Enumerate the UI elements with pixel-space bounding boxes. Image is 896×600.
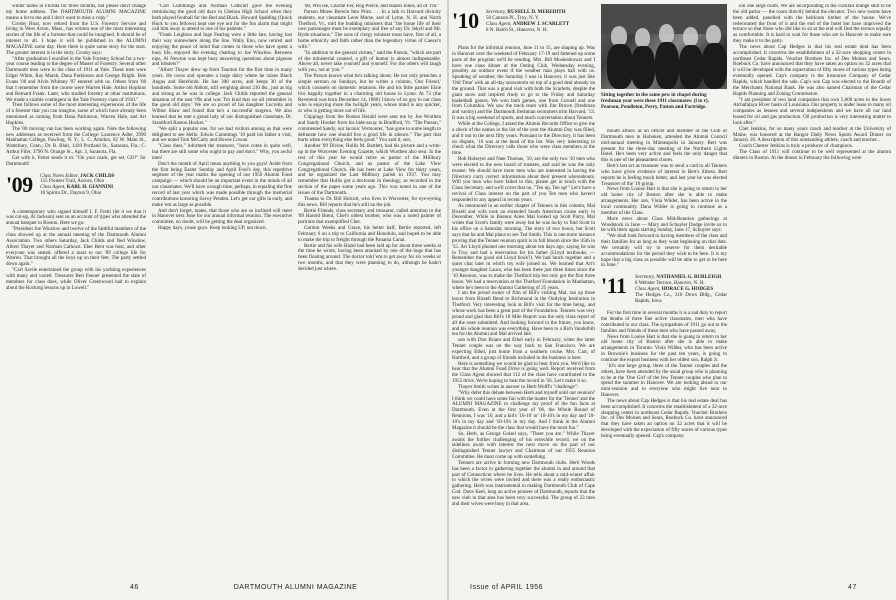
paragraph: Thayer Smith writes in answer to Herb Wolff's "challenge": [458,383,579,390]
paragraph: "I am president of two land companies that own 5,000 acres in the lower Atchafalaya River basin of Louisiana. Our property is under lease to many oil companies as lessees and several independents and we have all our land leased for oil and gas production. Oil production is very interesting matter to look after." [733,96,891,126]
class-year: '10 [452,8,479,33]
paragraph: Crosby Hoar, now retired from the U.S. Forestry Service and living in West Acton, Mass., has written one of the most interesting stories of the life of a forester that could be imagined. It should be of interest to all. I hope it will be published in the ALUMNI MAGAZINE some day. Here there is quite some story for the start. The greater interest is in the story. Crosby says: [6,20,146,56]
paragraph: "Carl Savile entertained the group with his yachting experiences with many and varied. Treasurer Bert Fenner presented the slate of members for class dues, while Oliver Greenwood had to explain about the Rocking lessons up in Lowell." [6,267,146,291]
officer-name: JACK CHILDS [80,172,115,179]
paragraph: Thanks to Dr. Bill Holcott, who lives in Worcester, for eye-eyeing this news. Bill reports that he's still on the job. [298,195,441,208]
paragraph: As mentioned in an earlier chapter of Tenners in this column, Mal Bissell and wife took an extended South American cruise early in December. While in Buenos Aires Mal looked up Scott Parry, Mal writes that Scott's family were away but he was lucky to find Scott in his office on a Saturday morning. The story of two hours, but Scott says that he and Mal plans to see Ted Smith. This is one more instance proving that the Tenner reunion spirit is in full bloom since the '45th in '55. Art Lloyd phoned one morning about ten days ago, saying he was in Troy and had a reservation for his father (Lloyd textbooks, — Remember the good old Lloyd book?). We had lunch together and a quiet chat later in which my wife joined us. We learned that Art's younger daughter Laura, who has been there just three times since the '10 Reunion, was to make the Thetford trip but only got the first three hours. We had a reservation at the Thetford Foundation in Manhattan, where he's been to the Alumni Gathering of 25 years. [452,202,595,291]
paragraph: "We split a popular one, for we had visitors among us that were delighted to see Hello. Edwin Cummings '10 paid his father a visit, and we noted Tom McCarty and Howie Cowan [152,125,292,144]
officer-name: 18 Spiritu Dr., Dayton 9, Ohio [40,190,102,197]
paragraph: The '08 moving van has been working again. Note the following new addresses as received from the College: Laurence Adler, 3990 Manhattan College, Pawling, N. Y.; L. C. Amidon, 82 W. Main St., Waterbury, Conn.; Dr. R. Blair, 1430 Portland St., Sarasota, Fla.; C. Arthur Fifer, 3790 N. Orange St., Apt. 3, Sarasota, Fla. [6,125,146,156]
class-header [452,8,595,42]
right-footer [470,584,857,591]
paragraph: "We shall look forward to having members of the class and their families for as long as they want beginning on that date. We certainly will try to reserve for them desirable accommodations for the period they wish to be here. It is my hope that a big class as possible will be able to get to be here in June." [601,233,727,269]
paragraph: Plans for the informal reunion, June 11 to 15, are shaping up. Was in Hanover over the weekend of February 17-19 and fattened up some parts of the program we'll be sending. Mrs. Bill Moskenkowiz and I have one class dinner at the Outing Club, Wednesday evening, possibly an outdoor event if the weather man plays ball with us. Speaking of weather, the Saturday I was in Hanover, it was just like 'Old Time' with an all-day snowstorm on top of a good deal already on the ground. That was a grand visit with both the Scarletts, despite the giant snow and inspired Andy to go to the Friday and Saturday basketball games. We won both games, one from Cornell and one from Columbia. We saw the track team with Jim Brown (freshman and varsity) and the Dartmouth freshman swimmers trim Harvard, '13. It was a big weekend of sports, and much conversation about Tenners. [452,45,595,122]
paragraph: The Parson knows what he's talking about. He not only preaches a simple sermon on Sundays, but he writes a column, 'Our Friend,' which counsels on domestic relations. He and his little partner Elsie live happily together in a charming old house in Lyme. At 73 (the Reverend was born December 14, 1880) I know of no guy in our class who is enjoying more the twilight years, whose mind is any quicker, or who is getting more out of life. [298,73,441,115]
paragraph: Clippings from the Boston Herald were sent me by Joe Worthen and Sandy Hooker from his hide-away in Bradford, Vt. "The Parson," commented Sandy, our laconic Vermonter, "has gone to some length to delineate how one should live a good life in silence." The part that hurts when everything else feels good." You said it, son. [298,114,441,144]
paragraph: Gordon Weeks and Grace, his better half, Bertie reported, left February 6 on a trip to California and Honolulu, and hoped to be able to make the trip to freight through the Panama Canal. [298,225,441,243]
paragraph: The news about Cap Hedges is that his real estate deal has been accomplished. It concerns the establishment of a 32-acre shopping center in northeast Cedar Rapids. Voucher Brothers Inc. of Des Moines and Sears, Roebuck Co. have announced that they have taken an option on 32 acres that it will be developed with the expectation of fifty stores of various types being eventually opened. Cap's company is the Insurance Company of Cedar Rapids, which handled the sale. Cap's son Cap was elected to the Boards of the Merchants National Bank. He was also named Chairman of the Cedar Rapids Planning and Zoning Commission. [733,43,891,97]
page-number-left: 46 [130,584,139,591]
right-page-column-2 [601,129,727,574]
paragraph: Coach Chester Jenkins is truly a producer of champions. [739,143,853,150]
paragraph: "After graduation I enrolled in the Yale Forestry School for a two-year course leading to the degree of Master of Forestry. Several other Dartmouth men were in the class of 1911 at Yale. These men were Edgar White, Ray Marsh, Dana Parkinson and George Bright. Bob Evans '06 and Alvin Whitney '07 entered with us. Others from '08 that I remember from the course were Warren Hale, Arthur Hopkins and Bernard Frank. Later, who studied forestry at other institutions. We made a sizable contingent in the Yale Forestry class of 1910." [6,55,146,103]
paragraph: "Why defer this debate between Herb and myself until our reunion? I think we could have some fun with the matter for the 'Tenner' and the ALUMNI MAGAZINE to challenge my proof of the fun facts at Dartmouth. Even at the first year of '06, the Whole Round of Reunions, I was '10, and a kid's '10-10' or '10-10's in my day and '10-10's in my day and '10-10's in my day. And I think in the Alumni Magazine it should be the class that would have the most fun." [452,389,595,431]
class-officers [635,275,727,304]
officer-name: ANDREW J. SCARLETT [512,20,570,27]
left-page-column-3 [298,4,441,574]
officer-role: Class Agent, [40,184,67,191]
paragraph: More news about Class Mid-Reunion gatherings at Woodstock in June — Mary and Schuyler Dodge invite us to be with them again starting Sunday, June 17, Schuyler says: [601,215,727,234]
officer-line [40,191,146,197]
paragraph: Bert's last act as treasurer was to send a card to all Tenners who have given evidence of interest in Bert's illness. Bert reports he is feeling much better, and last year he was elected Treasurer of the '10 group. [601,163,727,187]
paragraph: '08, Win Ise, Charlie Fer, Rog Pierce, and Hazen Jones, all of 'I'm." [304,4,440,9]
paragraph: Chet Jenkins, for so many years coach and teacher at the University of Maine, was honored at the Bangor Daily News Sports Award Dinner on January 26. A description of this outstanding athlete, coach and teacher... [733,125,891,144]
paragraph: A contemporary who signed himself I. F. Fretti (let it we that it was cut-up, Al Jackson) sent us an account of types who attended the annual banquet in Boston. Here we go: [6,208,146,227]
officer-name: NATHANIEL G. BURLEIGH [656,274,722,281]
paragraph: Here is something we would be glad to hear from you. We'd like to hear that the Alumni Fund Drive is going well. Report received from the Class Agent showed that 112 of the class have contributed to the 1955 drive. We're hoping to beat the record in '56. Let's make it so. [452,360,595,385]
paragraph: Don't the month of April mean anything to you guys! Aside from the first being Easter Sunday and April Fool's day, this repetitive segment of the year marks the opening of our 1956 Alumni Fund campaign — which should be an important event in the minds of all our classmates. We'll have a tough time, perhaps, in equaling the fine record of last year which was made possible through the memorial contributions honoring Savoy Penden. Let's get our gifts in early, and make 'em as large as possible. [152,160,292,208]
paragraph: I am the proud owner of film of Bill's visiting Mal, ran up three hours from Bissell Bend to Richmond in the Outlying Institution in Thetford. Very interesting look at Bill's visit for the time being, and whose work has been a great part of the Foundation. Tenners was very proud and glad that Bill's 18 Mile Report was the only class report of all the ones submitted. And looking forward to the future, you know, and his whole reunion was everything. Have been to a Rich Vanderbilt tea for the Alumni and Mal arrived late. [452,290,595,338]
officer-role: Secretary, [635,274,657,281]
class-year: '09 [6,171,33,197]
officer-role: Class Agent, [486,20,513,27]
paragraph: And don't forget, mates, that those who are so inclined will meet in Hanover next June for our annual informal reunion. The executive committee, no doubt, will be getting the deal organized. [152,207,292,226]
page-gutter [447,0,449,600]
officer-line [635,293,727,305]
class-header [6,172,146,206]
right-page-column-3 [733,4,891,574]
paragraph: Then follows some of the most interesting experiences of the life of a forester that you can imagine, some of which have already been mentioned as coming from Dana Parkinson, Warren Hale, and Art Hopkins. [6,102,146,126]
paragraph: So, Herb, as George Golsel says, "There you are." While Thayer awaits the further challenging of his erstwhile record, we on the sidelines await with interest the next move on the part of our distinguished Tenner lawyer and Chairman of our 1955 Reunion Committee. He must come up with something. [452,430,595,461]
class-photo [601,4,727,89]
officer-name: 8 N. Balch St., Hanover, N. H. [486,26,548,33]
issue-date: Issue of APRIL 1956 [470,584,544,591]
paragraph: Get with it, Fetter sends it in: "On your mark, get set, GO!" for Dartmouth! [6,154,146,167]
paragraph: Bertie and his wife Hazel had been laid up for about three weeks at the time he wrote, having been attacked by one of the bugs that has been floating around. The doctor told 'em to get away for six weeks or two months, and that they were planning to do, although he hadn't decided just where. [298,242,441,272]
left-footer [130,584,357,591]
paragraph: "In addition to the general virtues," said the Parson, "which are part of the ministerial counsel, a gift of humor is almost indispensable. Above all, never take yourself and yourself. For the others will laugh with you, not at 'you.'" [298,49,441,74]
class-officers [486,10,595,33]
officer-role: Class Notes Editor, [40,172,81,179]
paragraph: The news about Cap Hedges is that his real estate deal has been accomplished. It concerns the establishment of a 32-acre shopping center in northeast Cedar Rapids. Voucher Brothers Inc. of Des Moines and Sears, Roebuck Co. have announced that they have taken an option on 32 acres that it will be developed with the expectation of fifty stores of various types being eventually opened. Cap's company. [601,397,727,439]
class-header [601,273,727,307]
paragraph: Bob Hoiseyer and Nate Thomas, '10, are the only two '10 men who were elected to the new board of trustees, and said he was the only trustee. We should have more men who are interested in having the Directory carry correct information about their present whereabouts. Will you men who have failed in this, please get in touch with the Class Secretary, and we'll cover that on, "Ten up, Ten up!" Let's have a revival of Class interest on the part of you Ten men who haven't responded to any appeal in recent years. [452,156,595,203]
paragraph: "Class dues," informed the treasurer, "have come in quite well, but there are still some who ought to pay and don't." Why, you awful men! [152,143,292,161]
left-page-column-2 [152,4,292,574]
officer-line [486,28,595,34]
class-year: '11 [601,273,627,299]
paragraph: Tenners are active in forming new Dartmouth clubs. Herb Woods has been a factor in gathering together the alumni in and around that part of Connecticut where he lives. He tells about a mid-winter affair to which the wives were invited and there was a really enthusiastic gathering. Herb was instrumental in making Dartmouth Club of Cape Cod. Dave Keel, long an active pioneer of Dartmouth, reports that the new club in that area has been very successful. The group of 23 men and their wives were busy in that area. [452,459,595,507]
paragraph: "Frank Leighton and Inge Fearing were a little late, having lost their way somewhere along the line. Wally Eno, now retired and enjoying the peace of mind that comes to those who have spent a busy life, enjoyed the evening chatting to Joe Winslow. Between nips, Al Newton was kept busy answering questions about pigeons and lobsters?" [152,32,292,68]
officer-name: 50 Cannon Pl., Troy, N. Y. [486,14,540,21]
paragraph: The Class of 1911 will continue to be well represented at the alumni dinners in Boston. At the dinner in February the following were [733,149,891,161]
paragraph: son with Don Briant and Ethel early in February, when the latter Tenner couple was on the way back to San Francisco. We are expecting Ethel, just home from a southern cruise. Mrs. Carr, of Hartford, and a group of friends included in the business is here. [452,337,595,361]
paragraph: News from Louise Hart is that she is going to return to her old home city of Boston after she is able to make arrangements in Toronto. Viola Wilder, who has been active in Brownie's business for the past ten years, is going to continue the export business with her oldest son, Ralph Jr. [601,333,727,363]
officer-name: 155 Pioneer Trail, Aurora, Ohio [40,178,105,185]
paragraph: Bertie Friends, class secretary and treasurer, called attention to the '09 Harold Brent, Chet's oldest brother, who was a noted painter of portraits that exemplified Chet. [298,207,441,226]
page-number-right: 47 [847,584,857,591]
paragraph: Another '09 Divine, Hollis M. Bartlett, had his picture and a write-up in the Worcester Evening Gazette, which Worthen also sent. In the rest of this year he would retire as pastor of the Millbury Congregational Church, and as pastor of the Lake View Congregational Church. He has been at Lake View for thirty years, and he organized the Last Millbury parish in 1937. You may remember that Hollis got a doctorate in theology, as recorded in the section of the paper some years ago. This was noted in one of the issues of the Dartmouth. [298,143,441,196]
paragraph: "Carl Cummings and Norman Cathcart gave the evening reminiscing the good old days in Chelsea High School when they both played football for the Red and Black. Howard Spalding (Quick Huck to you fellows) kept one eye out for the fun alarm that might call him away to attend to one of his patients." [152,4,292,33]
officer-role: Class Agent, [635,285,662,292]
paragraph: For the first time in several months it is a sad duty to report the deaths of three fine active classmates, men who have contributed to our class. The sympathies of 1911 go out to the families and friends of these men who have passed away. [601,310,727,334]
officer-name: The Hedges Co., 310 Dows Bldg., Cedar Rapids, Iowa [635,291,727,304]
right-page-column-1 [452,4,595,574]
paragraph: While at the College, I asked the Alumni Records Office to give me a check of the names in the list of the year the Alumni Day was filled, and it out to the next fifty years. Pursuant to the Directory, it has been no dispute, '10 was at the head of the list. Was very interesting to check what the Directory calls those who were class members at the time. [452,120,595,157]
paragraph: "President Joe Winslow and twelve of the faithful members of the class showed up at the annual meeting of the Dartmouth Alumni Association. Two others Saturday, Jack Childs and Ned Winslow, Albert Thayer and Norman Cathcart. Eber Bent was host, and other everyone was seated, offered a toast to our '09 college life for Warren. That brought all the boys up on their feet. The party settled down again." [6,226,146,268]
paragraph: Parson Morse Brewin Into Print. . . .In a talk to Harvard divinity students, our classmate Leon Morse, and of Lyme, N. H. and North Thetford, Vt., told the budding ministers that "the home life of their own parsonages must be exemplary and free of any Dr. Jekyll and Mr. Hyde situations." The sons of clergy minister must have, first of all, a home ethnicity and faith rather than the legendary virtue of Caesar's wife." [298,8,441,50]
paragraph: winter home in Florida for three months, but please don't change my home address. The DARTMOUTH ALUMNI MAGAZINE means a lot to me and I don't want to miss a copy." [6,4,146,21]
officer-name: 8 Webster Terrace, Hanover, N. H. [635,280,705,287]
class-officers [40,174,146,197]
magazine-title: DARTMOUTH ALUMNI MAGAZINE [233,584,358,591]
paragraph: ion one large room. We are incorporating in the cocktail lounge shut to be the old parlor — the room directly behind the elevator. Two new rooms have been added, panelled with the heirloom timber of the house. We've redecorated the front of it and the end of the hotel but have improved the terrace so that those who did like to sit at the end will find the terrace equally as comfortable. It is hard to wait for those who are in Hanover to make sure they make it to the party. [733,4,891,45]
officer-name: RUSSELL D. MEREDITH [507,9,566,15]
officer-name: HORACE G. HODGES [661,285,714,292]
paragraph: '10's one large group, three of the Tenner couples and the others, have been attended by the usual group who is planning to be at the 'One Girl' of the few Tenner couples who plan to spend the summer in Hanover. We are looking ahead to our mini-reunion and to everyone who might live near to Hanover. [601,362,727,399]
paragraph: "Albert Thayer drew up from Taunton for the first time in many years. He owns and operates a large dairy where he raises Black Angus and Herefords. He has 300 acres, and keeps 30 of the hundreds. Some old Abbott, still weighing about 210 lbs., just as big and strong as he was in college. Jack Childs reported the general situation of the east '09s and was 'I'm kind that we all remember in the good old days.' We are so proud of his daughter Lucretia and Wilbur Shaw and found that he's a successful surgeon. We also learned that he met a grand lady of our distinguished classmate, Dr. Standford Ruston Hocker." [152,67,292,126]
paragraph: mouth affairs as an officer and member of the Club of Dartmouth men in Hoboken, attended the Alumni Council mid-annual meeting in Minneapolis in January. Bert was present for the three-day meeting at the Northern Lights Hotel. He's been very active and feels the only danger that this is one of the pleasantest chores. [601,129,727,164]
officer-role: Secretary, [486,9,508,15]
photo-caption: Sitting together in the same pew in chapel during freshman year were these 1911 classmates: (l to r), Pearson, Pendleton, Perry, Patton and Partridge. [601,92,709,110]
officer-name: KARL H. GIANNINI [66,184,114,191]
paragraph: Happy days, youse guys. Keep looking UP, not down. [158,225,267,232]
left-page-column-1 [6,4,146,574]
paragraph: News from Louise Hart is that she is going to return to her old home city of Boston after she is able to make arrangements. Her son, Viola Wilder, has been active in the local community. Dana Wilder is going to continue as a member of the Class. [601,186,727,216]
